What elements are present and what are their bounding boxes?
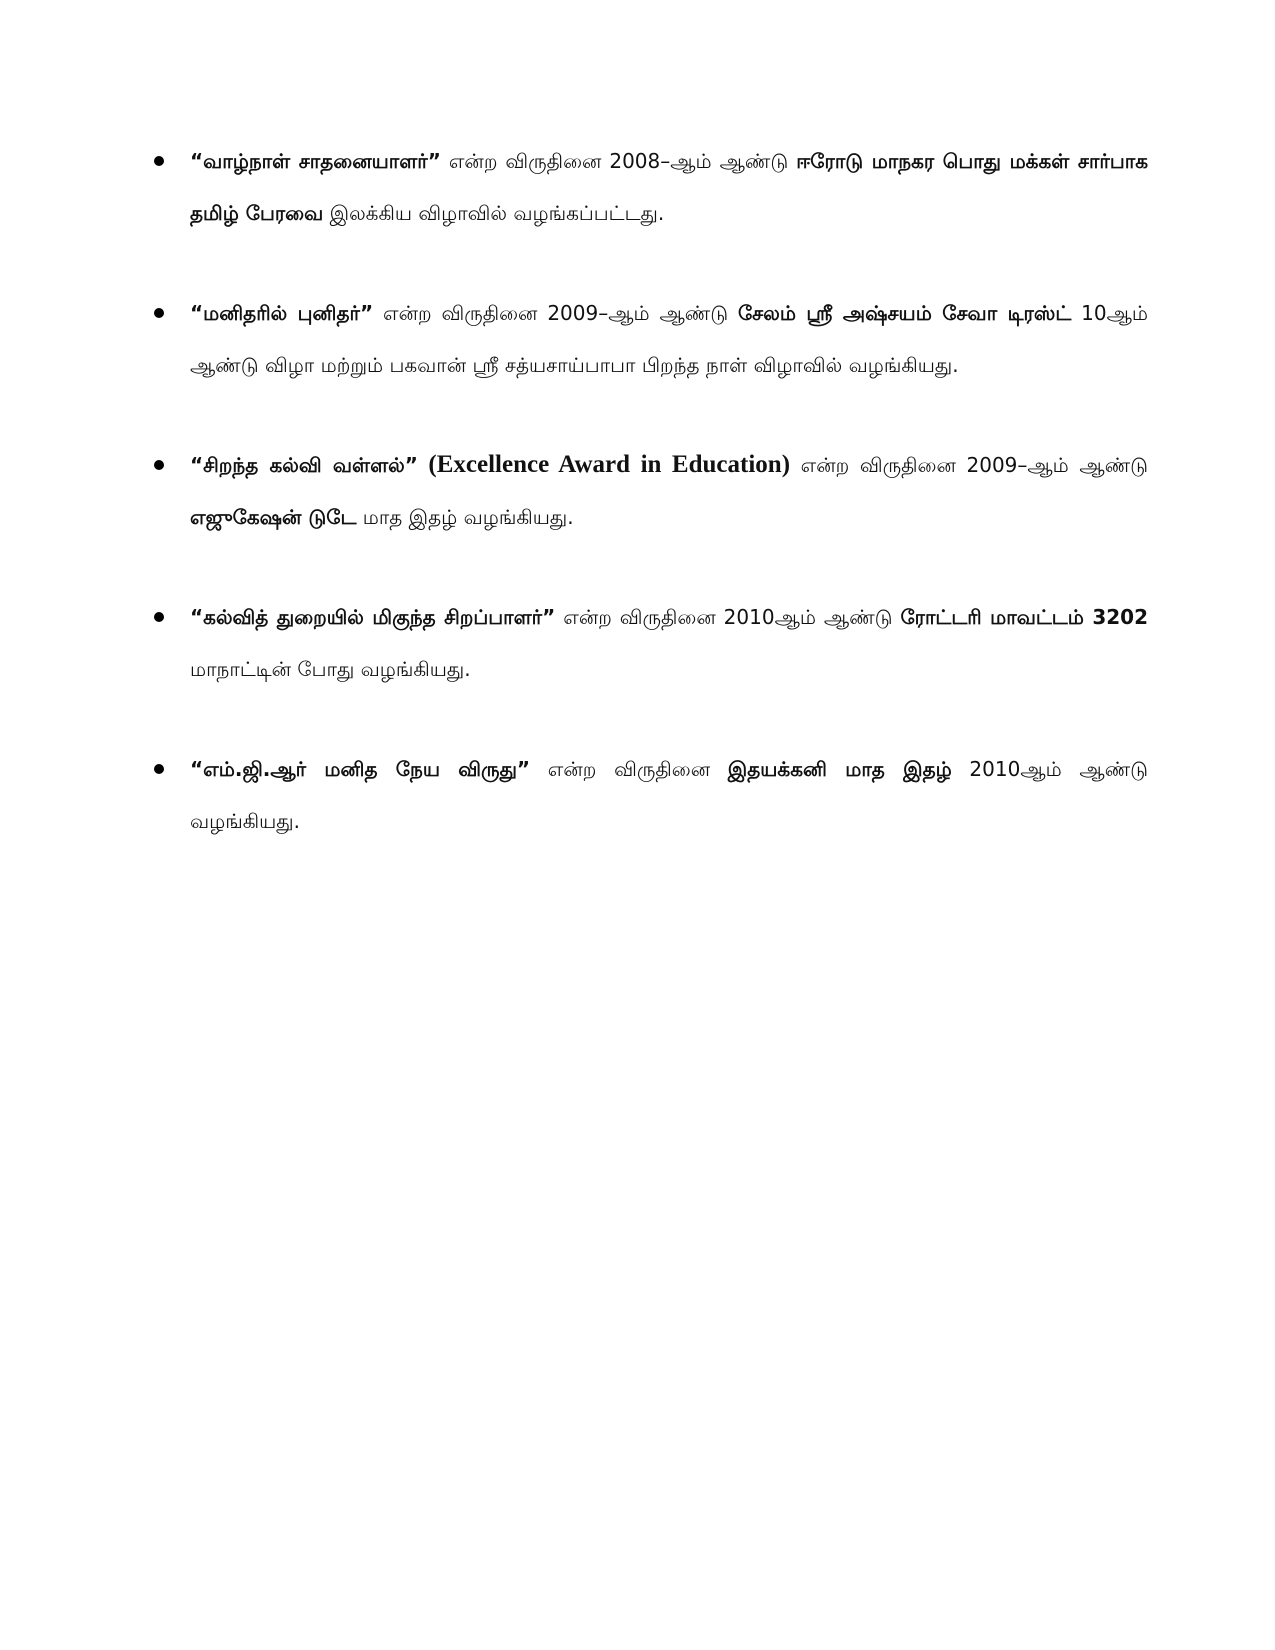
award-english-title: (Excellence Award in Education) <box>417 451 791 478</box>
award-text: என்ற விருதினை 2008–ஆம் ஆண்டு <box>440 149 797 173</box>
award-text: என்ற விருதினை 2009–ஆம் ஆண்டு <box>790 453 1148 477</box>
award-text: மாத இதழ் வழங்கியது. <box>356 505 574 529</box>
award-presenter: சேலம் ஸ்ரீ அஷ்சயம் சேவா டிரஸ்ட் <box>737 301 1072 325</box>
award-title: “எம்.ஜி.ஆர் மனித நேய விருது” <box>190 757 531 781</box>
bullet-icon <box>154 460 164 470</box>
award-title: “சிறந்த கல்வி வள்ளல்” <box>190 453 418 477</box>
award-text: என்ற விருதினை <box>530 757 728 781</box>
award-text: என்ற விருதினை 2009–ஆம் ஆண்டு <box>373 301 738 325</box>
bullet-icon <box>154 308 164 318</box>
bullet-icon <box>154 764 164 774</box>
award-item-excellence-in-education <box>148 439 1148 543</box>
award-text: 2010ஆம் ஆண்டு வழங்கியது. <box>190 757 1149 833</box>
award-item-mgr-humanitarian <box>148 743 1148 847</box>
award-presenter: இதயக்கனி மாத இதழ் <box>727 757 952 781</box>
award-item-lifetime-achiever <box>148 135 1148 239</box>
award-presenter: எஜுகேஷன் டுடே <box>190 505 357 529</box>
award-presenter: ரோட்டரி மாவட்டம் 3202 <box>900 605 1148 629</box>
award-title: “வாழ்நாள் சாதனையாளர்” <box>190 149 441 173</box>
award-text: இலக்கிய விழாவில் வழங்கப்பட்டது. <box>323 201 665 225</box>
award-title: “கல்வித் துறையில் மிகுந்த சிறப்பாளர்” <box>190 605 556 629</box>
award-item-saint-among-humans <box>148 287 1148 391</box>
award-text: மாநாட்டின் போது வழங்கியது. <box>190 657 471 681</box>
award-title: “மனிதரில் புனிதர்” <box>190 301 374 325</box>
bullet-icon <box>154 156 164 166</box>
award-text: என்ற விருதினை 2010ஆம் ஆண்டு <box>555 605 901 629</box>
award-text: 10ஆம் ஆண்டு விழா மற்றும் பகவான் ஸ்ரீ சத்யசாய்பாபா பிறந்த நாள் விழாவில் வழங்கியது. <box>190 301 1148 377</box>
award-presenter: ஈரோடு மாநகர பொது மக்கள் சார்பாக தமிழ் பேரவை <box>190 149 1148 225</box>
award-item-excellence-in-education-field <box>148 591 1148 695</box>
bullet-icon <box>154 612 164 622</box>
award-list <box>148 135 1148 895</box>
